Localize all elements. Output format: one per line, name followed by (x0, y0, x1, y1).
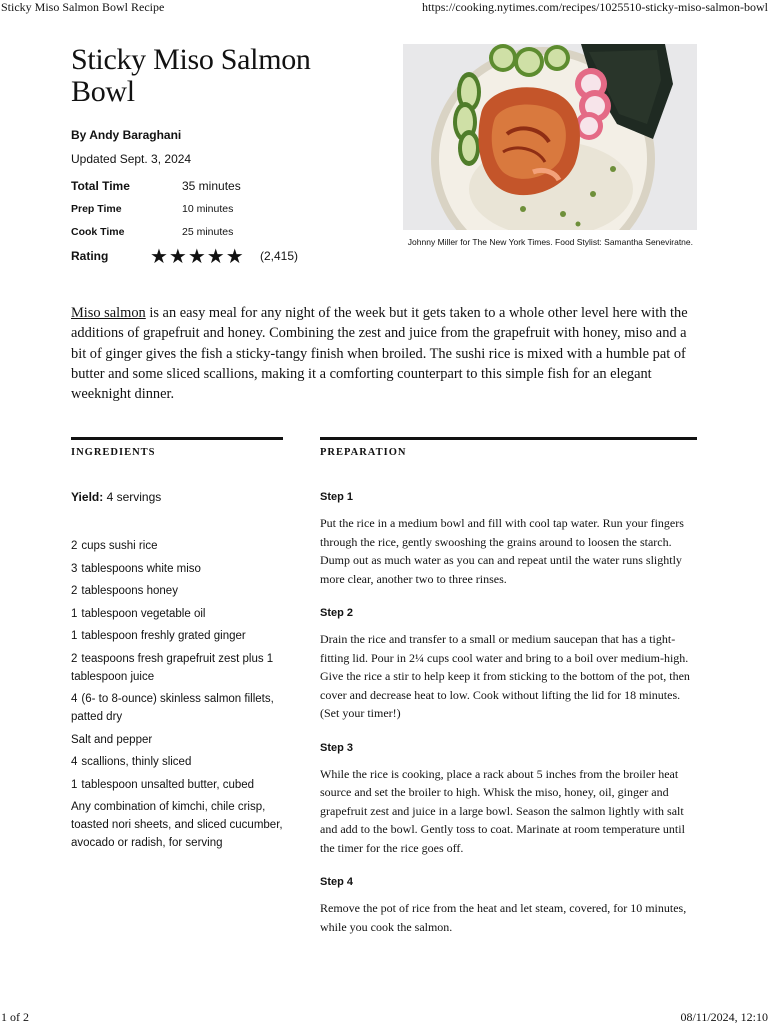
ingredient-item (71, 560, 286, 578)
intro-text: is an easy meal for any night of the week but it gets taken to a whole other level here with the additions of grapefruit and honey. Combining the zest and juice from the grapefruit with honey, miso and a bit of ginger gives the fish a sticky-tangy finish when broiled. The sushi rice is mixed with a humble pat of butter and some sliced scallions, making it a comforting counterpart to this simple fish for an elegant weeknight dinner. (71, 305, 688, 403)
yield (71, 490, 161, 504)
print-footer (0, 1010, 768, 1024)
step (320, 875, 698, 936)
print-datetime: 08/11/2024, 12:10 (680, 1010, 768, 1024)
step (320, 606, 698, 723)
recipe-photo (403, 44, 697, 230)
updated-date: Updated Sept. 3, 2024 (71, 152, 192, 166)
ingredient-item (71, 605, 286, 623)
page-number: 1 of 2 (1, 1010, 29, 1024)
ingredient-item (71, 650, 286, 686)
ingredient-item (71, 731, 286, 749)
preparation-steps (320, 490, 698, 954)
ingredient-text: tablespoon freshly grated ginger (81, 630, 246, 642)
step (320, 490, 698, 588)
ingredient-quantity: 2 (71, 585, 78, 597)
yield-value: 4 servings (106, 490, 162, 504)
ingredient-item (71, 627, 286, 645)
ingredient-text: tablespoons white miso (81, 562, 201, 575)
rating-count[interactable]: (2,415) (260, 249, 299, 263)
ingredients-divider (71, 437, 283, 440)
ingredient-text: tablespoons honey (81, 585, 178, 597)
ingredient-text: Salt and pepper (71, 733, 153, 746)
photo-caption: Johnny Miller for The New York Times. Food Stylist: Samantha Seneviratne. (407, 237, 693, 247)
step-label: Step 1 (320, 491, 354, 503)
ingredient-text: Any combination of kimchi, chile crisp, toasted nori sheets, and sliced cucumber, avocado or radish, for serving (71, 801, 283, 849)
yield-label: Yield: (71, 490, 104, 504)
rating-label: Rating (71, 249, 109, 263)
step-text: Put the rice in a medium bowl and fill with cool tap water. Run your fingers through the rice, gently swooshing the grains around to loosen the starch. Dump out as much water as you can and repeat until the water runs slightly more clear, another two to three rinses. (320, 516, 684, 586)
preparation-heading: PREPARATION (320, 447, 407, 458)
ingredient-quantity: 2 (71, 652, 78, 665)
step-text: Remove the pot of rice from the heat and let steam, covered, for 10 minutes, while you cook the salmon. (320, 901, 687, 934)
ingredient-quantity: 1 (71, 630, 78, 642)
preparation-divider (320, 437, 697, 440)
ingredient-text: scallions, thinly sliced (81, 756, 192, 768)
cook-time-label: Cook Time (71, 226, 125, 238)
step-text: Drain the rice and transfer to a small or medium saucepan that has a tight-fitting lid. Pour in 2¼ cups cool water and bring to a boil over medium-high. Give the rice a stir to help keep it from sticking to the bottom of the pot, then cover and decrease heat to low. Cook without lifting the lid for 18 minutes. (Set your timer!) (320, 632, 690, 720)
step (320, 741, 698, 858)
ingredients-heading: INGREDIENTS (71, 447, 156, 458)
ingredient-item (71, 798, 286, 852)
ingredient-text: tablespoon unsalted butter, cubed (81, 778, 255, 791)
ingredient-item (71, 776, 286, 794)
total-time-value: 35 minutes (182, 179, 241, 193)
print-header-url: https://cooking.nytimes.com/recipes/1025510-sticky-miso-salmon-bowl (422, 0, 768, 14)
step-label: Step 3 (320, 741, 354, 754)
prep-time-value: 10 minutes (182, 203, 234, 215)
ingredient-quantity: 1 (71, 778, 78, 791)
total-time-label: Total Time (71, 179, 130, 193)
ingredient-list (71, 537, 286, 857)
ingredient-text: (6- to 8-ounce) skinless salmon fillets, patted dry (71, 693, 274, 723)
prep-time-label: Prep Time (71, 203, 122, 215)
ingredient-quantity: 2 (71, 540, 78, 552)
ingredient-quantity: 3 (71, 562, 78, 575)
byline[interactable]: By Andy Baraghani (71, 128, 182, 142)
ingredient-text: cups sushi rice (81, 540, 158, 552)
step-label: Step 2 (320, 607, 354, 619)
rating-stars-icon[interactable]: ★★★★★ (150, 246, 245, 268)
recipe-title: Sticky Miso Salmon Bowl (71, 43, 311, 108)
ingredient-quantity: 1 (71, 607, 78, 620)
print-header-title: Sticky Miso Salmon Bowl Recipe (1, 0, 165, 14)
salmon-bowl-image (403, 44, 697, 230)
step-label: Step 4 (320, 876, 354, 888)
ingredient-item (71, 753, 286, 771)
ingredient-item (71, 537, 286, 555)
cook-time-value: 25 minutes (182, 226, 234, 238)
step-text: While the rice is cooking, place a rack about 5 inches from the broiler heat source and set the broiler to high. Whisk the miso, honey, oil, ginger and grapefruit zest and juice in a large bowl. Season the salmon lightly with salt and add to the bowl. Gently toss to coat. Marinate at room temperature until the timer for the rice goes off. (320, 766, 685, 855)
ingredient-text: teaspoons fresh grapefruit zest plus 1 tablespoon juice (71, 652, 274, 683)
intro-paragraph (71, 303, 697, 404)
miso-salmon-link[interactable]: Miso salmon (71, 305, 146, 321)
ingredient-item (71, 690, 286, 726)
ingredient-item (71, 582, 286, 600)
print-header (0, 0, 768, 14)
ingredient-text: tablespoon vegetable oil (81, 607, 206, 620)
ingredient-quantity: 4 (71, 756, 78, 768)
ingredient-quantity: 4 (71, 693, 78, 705)
